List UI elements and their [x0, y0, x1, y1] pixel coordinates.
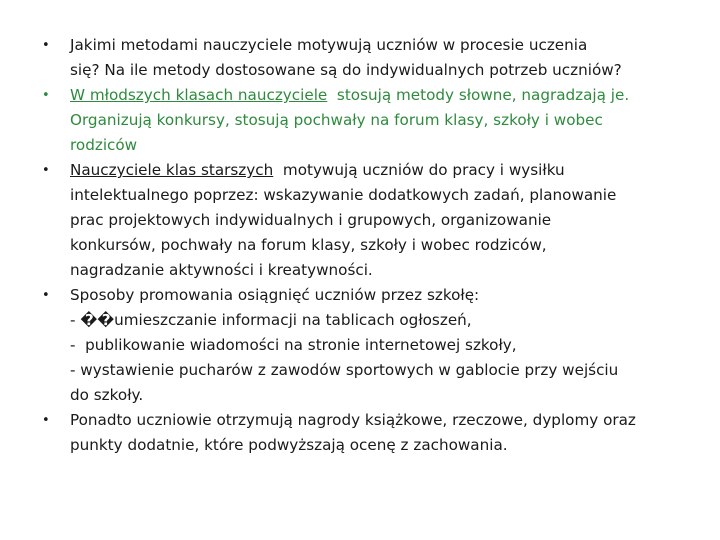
bullet-marker: • — [42, 38, 50, 53]
list-item — [42, 158, 690, 283]
item-text-line: nagradzanie aktywności i kreatywności. — [70, 261, 373, 279]
item-text-line: intelektualnego poprzez: wskazywanie dodatkowych zadań, planowanie — [70, 186, 617, 204]
sub-item-line: do szkoły. — [70, 386, 144, 404]
bullet-marker: • — [42, 288, 50, 303]
bullet-marker: • — [42, 163, 50, 178]
item-text-line: punkty dodatnie, które podwyższają ocenę z zachowania. — [70, 436, 508, 454]
item-text-line: się? Na ile metody dostosowane są do indywidualnych potrzeb uczniów? — [70, 61, 622, 79]
sub-item-line — [70, 308, 690, 333]
list-item — [42, 83, 690, 158]
item-text-line: Ponadto uczniowie otrzymują nagrody książkowe, rzeczowe, dyplomy oraz — [70, 411, 636, 429]
item-text-line: Sposoby promowania osiągnięć uczniów przez szkołę: — [70, 286, 480, 304]
item-text-line: prac projektowych indywidualnych i grupowych, organizowanie — [70, 211, 552, 229]
item-text-line — [70, 158, 690, 183]
list-item — [42, 408, 690, 458]
item-text-rest: stosują metody słowne, nagradzają je. — [327, 86, 630, 104]
bullet-marker: • — [42, 413, 50, 428]
sub-item-line: - wystawienie pucharów z zawodów sportowych w gablocie przy wejściu — [70, 361, 619, 379]
sub-item-prefix: - — [70, 311, 81, 329]
item-text-rest: motywują uczniów do pracy i wysiłku — [273, 161, 565, 179]
item-text-line: rodziców — [70, 136, 138, 154]
underlined-phrase: Nauczyciele klas starszych — [70, 161, 274, 179]
list-item — [42, 283, 690, 408]
item-text-line: Organizują konkursy, stosują pochwały na forum klasy, szkoły i wobec — [70, 111, 603, 129]
item-text-line: Jakimi metodami nauczyciele motywują uczniów w procesie uczenia — [70, 36, 588, 54]
bullet-marker: • — [42, 88, 50, 103]
sub-item-line: - publikowanie wiadomości na stronie internetowej szkoły, — [70, 336, 517, 354]
sub-item-text: umieszczanie informacji na tablicach ogłoszeń, — [114, 311, 472, 329]
item-text-line: konkursów, pochwały na forum klasy, szkoły i wobec rodziców, — [70, 236, 547, 254]
underlined-phrase: W młodszych klasach nauczyciele — [70, 86, 328, 104]
replacement-glyph: �� — [80, 311, 115, 329]
bullet-list — [42, 33, 690, 458]
item-text-line — [70, 83, 690, 108]
list-item — [42, 33, 690, 83]
